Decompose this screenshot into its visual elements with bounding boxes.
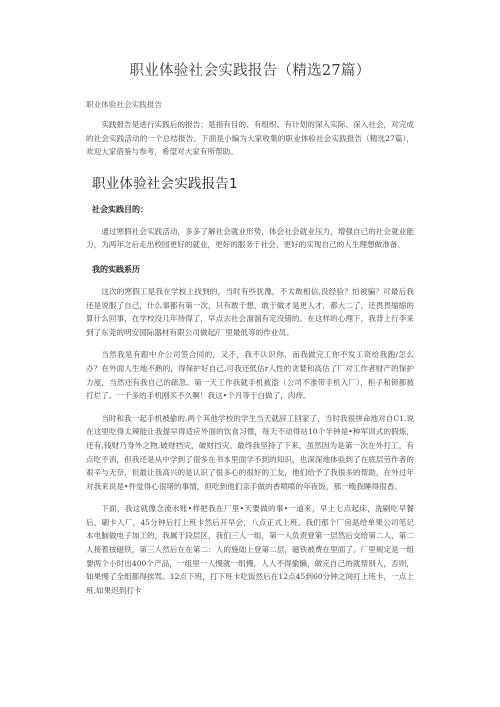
document-subtitle: 职业体验社会实践报告 [86,100,162,109]
experience-heading: 我的实践系历 [92,264,140,274]
body-paragraph: 这次的寒假工是我在学校上找到的，当时有些犹豫，不太敢相信,没经验？怕被骗？可最后我还是说服了自己，什么事都有第一次，只有敢于想，敢于做才是更人才，都大二了，还畏畏缩缩的算什么回事，在学校没几年待得了，早点去社会溜溜有定没错的。在这样的心理下，我背上行李来到了东莞的明安国际器材有限公司做起/厂里最低等的作业员。 [86,286,414,337]
body-paragraph: 下面，我这就像念流水账•样把我在厂里•天要做的事•一道来，早上七点起床，洗刷吃早餐后，刷卡入厂，45分钟后打上班卡然后开早会，八点正式上班。我们那个厂房是给单果公司笔记本电脑做电子加工的，我属于段层区，我们三人一组，第一人负责登第一层然后交给第二人，第二人接着按磁铁，第三人然后在在第二：人的施础上登第二层，磁铁被费在里面了。厂里规定是一组要两个小时出400个产品，一组里一人慢就一组慢，人人不得偷懒，做完自己的就帮别人，否则，如果慢了全组都得挨骂。12点下班，打下班卡吃饭然后在12点45到60分钟之间打上班卡，一点上班,如果迟到打卡 [86,504,414,595]
document-title: 职业体验社会实践报告（精选27篇） [129,63,371,79]
body-paragraph: 当然我是有跟中介公司签合同的，又不，我不认识你，而我做完工你不发工资给我跑/怎么办？在外面人生地不熟的，得保护好自己.可我还低估r人性的贪婪和高估了厂对工作者财产的保护力度，当然还有我自己的疏忽。第一天工作我就手机被盗（公司不准带手机入厂），柜子和锁都被打烂了。一千多的手机刚买不久啊！我这•个月等于白做了，肉痒。 [86,350,414,401]
goal-paragraph: 通过寒假社会实践活动，多多了解社会就业形势，体会社会就业压力，增强自己的社会就业能力，为两年之后走出校园更好的就业，更好的服务于社会，更好的实现自己的人生理想做准备。 [86,226,414,250]
goal-heading: 社会实践目的： [92,204,148,214]
section-heading: 职业体验社会实践报告1 [92,175,238,192]
body-paragraph: 当时和我一起手机被偷的.两个其他学校的学生当天就辞工回家了，当时我很拼命地对自C1.说在这里吃得太辣能让我提早得适应外面的饮食习惯，每天不动得站10个半钟是•种军训式的假炼，还有,钱财乃身外之物,破财挡灾，破财挡灾。最终我坚持了下来，虽然因为是第一次在外打工，有点吃不消，但我还是从中学到了很多在书本里面学不到的知识，也深深地体验到了在底层劳作者的艰辛与无奈，但最让我高兴的是认识了很多心的很好的工友，他们给予了我很多的帮助，在外过年对我来说是•件觉得心很堵的事情，但吃到他们亲手做的香喷喷的年夜饭，那一晚我睡得很香。 [86,413,414,491]
intro-paragraph: 实践报告是进行实践后的报告；是指有目的、有组织、有计划的深入实际、深入社会，对完成的社会实践活动的一个总结报告。下面是小编为大家收集的职业体验社会实践报告（精选27篇），欢迎大家借鉴与参考，希望对大家有所帮助。 [86,120,414,157]
